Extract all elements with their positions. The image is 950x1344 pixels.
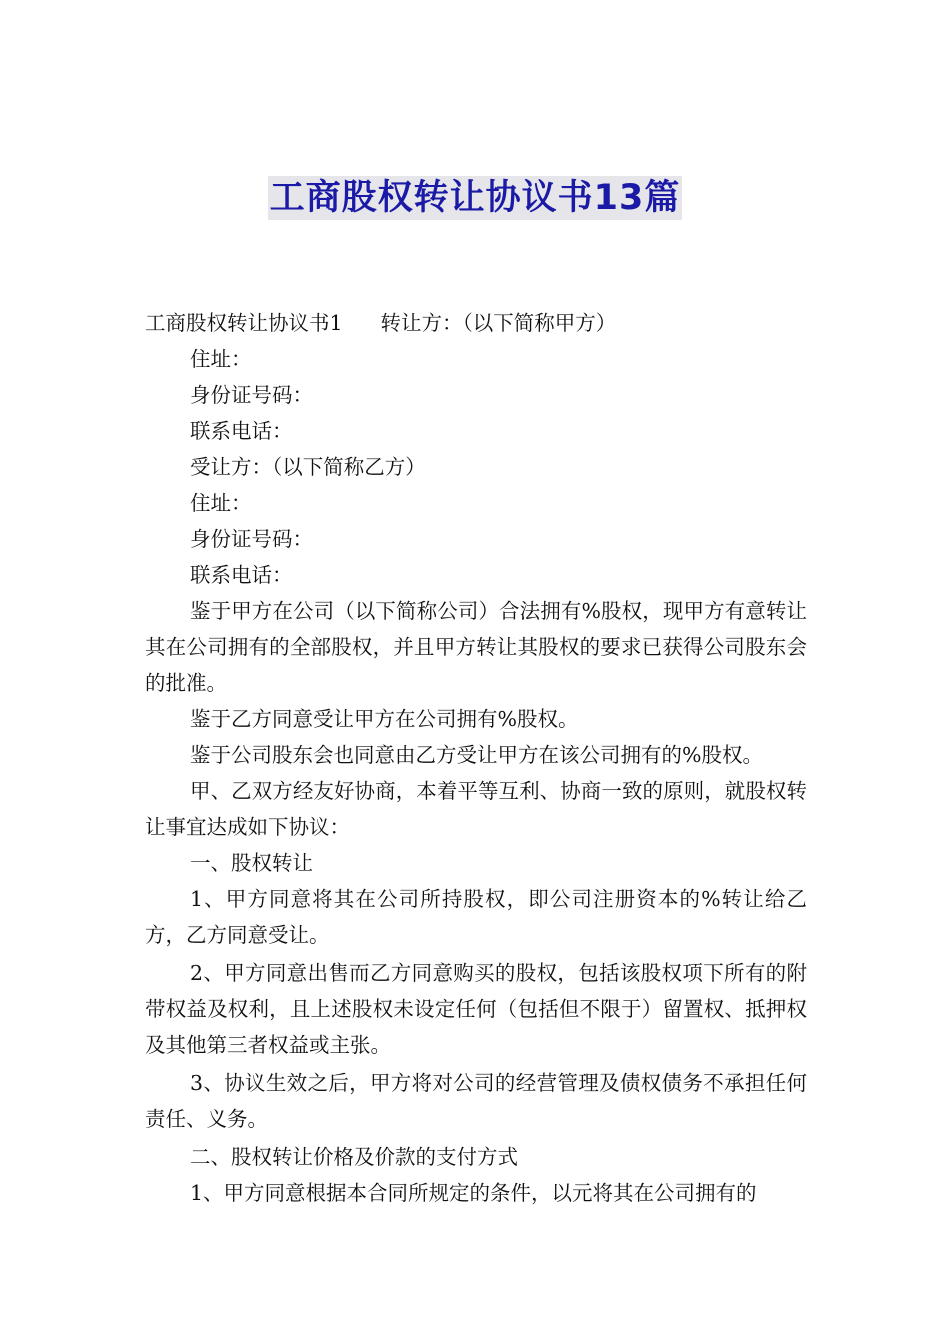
transferee-address: 住址：: [190, 491, 252, 515]
recital-paragraph: 甲、乙双方经友好协商，本着平等互利、协商一致的原则，就股权转让事宜达成如下协议：: [145, 779, 807, 839]
document-body: [145, 305, 807, 1211]
section-label: 工商股权转让协议书1: [145, 311, 343, 335]
clause-paragraph: 1、甲方同意将其在公司所持股权，即公司注册资本的%转让给乙方，乙方同意受让。: [145, 887, 807, 947]
transferor-address: 住址：: [190, 347, 252, 371]
section-heading: 一、股权转让: [190, 851, 313, 875]
clause-paragraph: 1、甲方同意根据本合同所规定的条件，以元将其在公司拥有的: [190, 1181, 757, 1205]
transferor-line: 转让方：（以下简称甲方）: [380, 311, 617, 335]
heading-line: [145, 305, 807, 341]
recital-paragraph: 鉴于乙方同意受让甲方在公司拥有%股权。: [190, 707, 579, 731]
clause-paragraph: 3、协议生效之后，甲方将对公司的经营管理及债权债务不承担任何责任、义务。: [145, 1071, 807, 1131]
recital-paragraph: 鉴于公司股东会也同意由乙方受让甲方在该公司拥有的%股权。: [190, 743, 763, 767]
transferor-id-number: 身份证号码：: [190, 383, 313, 407]
section-heading: 二、股权转让价格及价款的支付方式: [190, 1145, 518, 1169]
title-area: [0, 176, 950, 220]
clause-paragraph: 2、甲方同意出售而乙方同意购买的股权，包括该股权项下所有的附带权益及权利，且上述股权未设定任何（包括但不限于）留置权、抵押权及其他第三者权益或主张。: [145, 961, 807, 1057]
transferee-line: 受让方：（以下简称乙方）: [190, 455, 426, 479]
transferee-phone: 联系电话：: [190, 563, 293, 587]
transferor-phone: 联系电话：: [190, 419, 293, 443]
document-title: 工商股权转让协议书13篇: [269, 178, 681, 218]
transferee-id-number: 身份证号码：: [190, 527, 313, 551]
recital-paragraph: 鉴于甲方在公司（以下简称公司）合法拥有%股权，现甲方有意转让其在公司拥有的全部股权，并且甲方转让其股权的要求已获得公司股东会的批准。: [145, 599, 807, 695]
